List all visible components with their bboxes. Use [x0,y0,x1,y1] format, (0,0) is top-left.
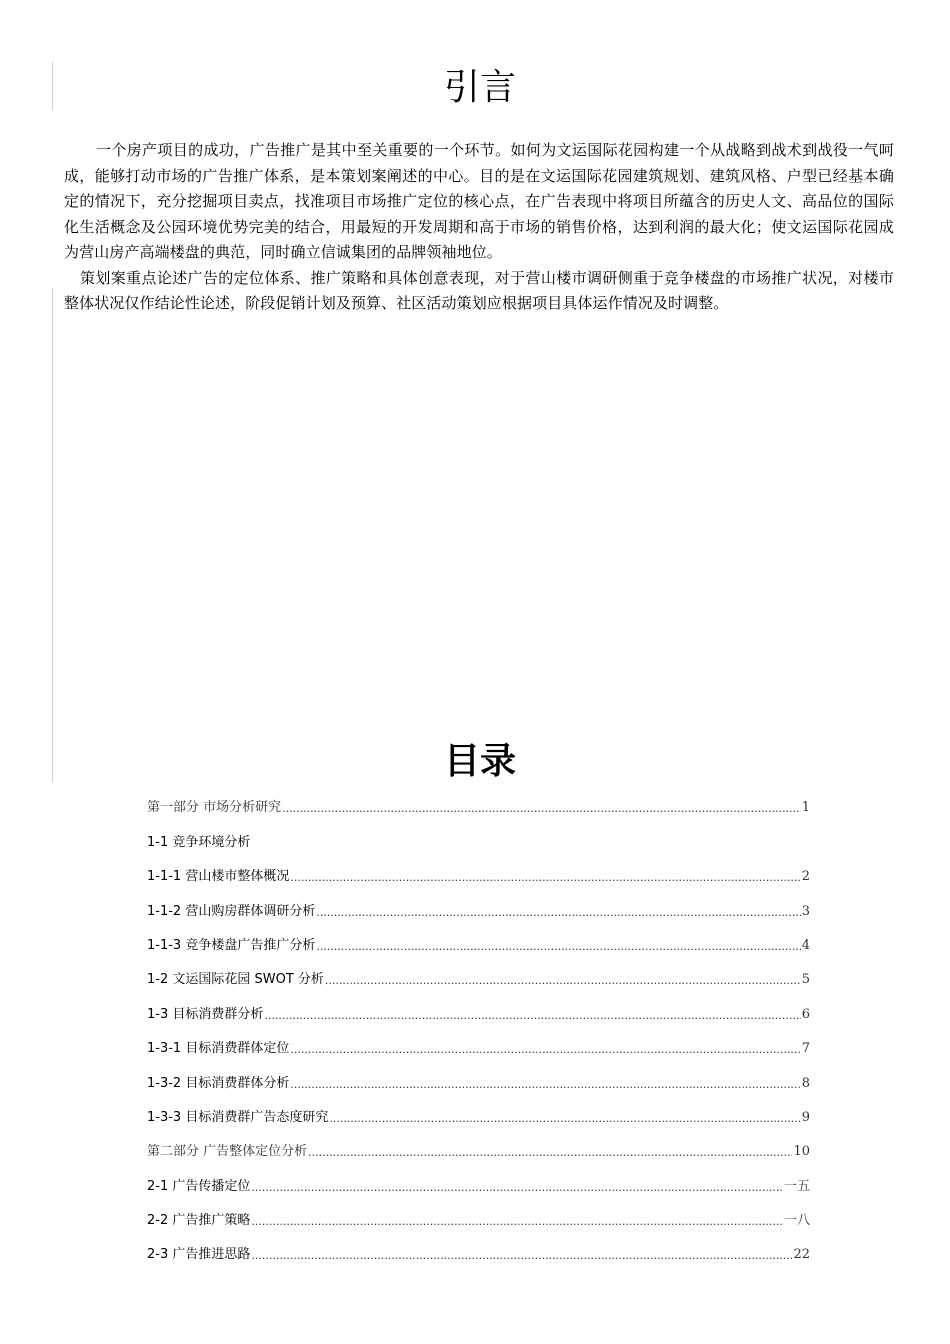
toc-entry-part-2[interactable] [147,1132,810,1166]
toc-leader [251,1181,783,1194]
toc-entry-page: 22 [793,1247,810,1263]
toc-entry-1-3-2[interactable] [147,1063,810,1097]
toc-entry-2-2[interactable] [147,1201,810,1235]
toc-entry-page: 4 [801,937,810,953]
toc-entry-1-1[interactable] [147,822,810,856]
toc-entry-title: 2-1 广告传播定位 [147,1178,251,1194]
toc-leader [251,1249,792,1262]
toc-entry-page: 5 [801,972,810,988]
toc-entry-title: 1-2 文运国际花园 SWOT 分析 [147,972,324,988]
toc-entry-page: 一五 [783,1178,810,1194]
toc-entry-1-3-1[interactable] [147,1029,810,1063]
toc-entry-title: 1-3-2 目标消费群体分析 [147,1075,290,1091]
toc-entry-title: 第二部分 广告整体定位分析 [147,1144,308,1160]
toc-entry-title: 2-3 广告推进思路 [147,1247,251,1263]
margin-line-bottom [52,288,53,782]
table-of-contents [147,788,810,1269]
toc-entry-page: 一八 [783,1213,810,1229]
toc-leader [329,1112,800,1125]
toc-entry-title: 1-3-1 目标消费群体定位 [147,1041,290,1057]
toc-leader [264,1009,800,1022]
toc-entry-2-1[interactable] [147,1166,810,1200]
toc-entry-page: 6 [801,1006,810,1022]
toc-entry-page: 8 [801,1075,810,1091]
toc-entry-title: 1-3-3 目标消费群广告态度研究 [147,1109,329,1125]
intro-paragraph-1: 一个房产项目的成功，广告推广是其中至关重要的一个环节。如何为文运国际花园构建一个从战略到战术到战役一气呵成，能够打动市场的广告推广体系，是本策划案阐述的中心。目的是在文运国际花园建筑规划、建筑风格、户型已经基本确定的情况下，充分挖掘项目卖点，找准项目市场推广定位的核心点，在广告表现中将项目所蕴含的历史人文、高品位的国际化生活概念及公园环境优势完美的结合，用最短的开发周期和高于市场的销售价格，达到利润的最大化；使文运国际花园成为营山房产高端楼盘的典范，同时确立信诚集团的品牌领袖地位。 [64,141,894,261]
toc-leader [282,802,801,815]
toc-entry-title: 第一部分 市场分析研究 [147,800,282,816]
toc-entry-2-3[interactable] [147,1235,810,1269]
toc-entry-page: 7 [801,1041,810,1057]
toc-entry-page: 9 [801,1109,810,1125]
toc-entry-title: 1-1-3 竞争楼盘广告推广分析 [147,937,316,953]
toc-entry-1-1-3[interactable] [147,926,810,960]
toc-leader [290,1043,800,1056]
toc-entry-1-2[interactable] [147,960,810,994]
toc-entry-1-3[interactable] [147,994,810,1028]
toc-entry-title: 2-2 广告推广策略 [147,1213,251,1229]
toc-entry-part-1[interactable] [147,788,810,822]
toc-entry-page: 2 [801,869,810,885]
toc-entry-page: 3 [801,903,810,919]
toc-entry-title: 1-1-1 营山楼市整体概况 [147,869,290,885]
toc-heading: 目录 [443,741,516,782]
toc-entry-1-1-1[interactable] [147,857,810,891]
intro-heading: 引言 [443,67,516,108]
toc-entry-title: 1-1-2 营山购房群体调研分析 [147,903,316,919]
intro-body [64,138,894,317]
toc-leader [316,906,800,919]
toc-entry-title: 1-1 竞争环境分析 [147,834,251,850]
toc-leader [251,1215,783,1228]
toc-leader [308,1146,792,1159]
toc-leader [290,1078,800,1091]
toc-entry-title: 1-3 目标消费群分析 [147,1006,264,1022]
toc-leader [325,974,801,987]
toc-leader [316,940,800,953]
toc-entry-1-1-2[interactable] [147,891,810,925]
toc-entry-page: 1 [801,800,810,816]
toc-entry-1-3-3[interactable] [147,1098,810,1132]
toc-leader [290,871,800,884]
intro-paragraph-2: 策划案重点论述广告的定位体系、推广策略和具体创意表现，对于营山楼市调研侧重于竞争楼盘的市场推广状况，对楼市整体状况仅作结论性论述，阶段促销计划及预算、社区活动策划应根据项目具体运作情况及时调整。 [64,268,894,312]
toc-entry-page: 10 [793,1144,810,1160]
